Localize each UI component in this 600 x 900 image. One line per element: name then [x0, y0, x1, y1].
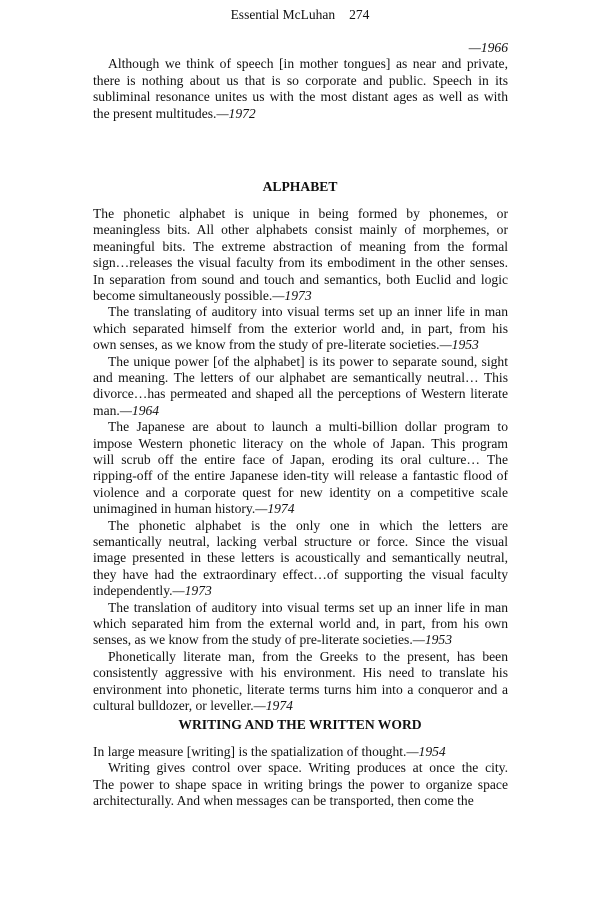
paragraph-line: [93, 89, 508, 105]
date-attribution: —1974: [255, 501, 295, 517]
line-text: Although we think of speech [in mother tongues] as near and private,: [108, 56, 508, 72]
line-text: unimagined in human history.: [93, 501, 256, 517]
date-attribution: —1966: [468, 40, 508, 55]
paragraph-line: [108, 56, 508, 72]
paragraph-line: [108, 419, 508, 435]
date-attribution: —1972: [216, 105, 256, 121]
running-header: [0, 7, 600, 23]
line-text: The translating of auditory into visual terms set up an inner life in man: [108, 304, 508, 320]
line-text: violence and a corporate quest for new identity on a competitive scale: [93, 484, 508, 500]
page-number: 274: [349, 7, 370, 22]
paragraph-line: [93, 106, 508, 122]
paragraph-line: [93, 436, 508, 452]
paragraph-line: [93, 744, 508, 760]
date-attribution: —1964: [119, 402, 160, 418]
paragraph-line: [93, 452, 508, 468]
date-attribution: —1953: [439, 337, 479, 353]
paragraph-line: [93, 370, 508, 386]
paragraph-line: [93, 468, 508, 484]
line-text: own senses, as we know from the study of pre-literate societies.: [93, 337, 440, 353]
line-text: which separated himself from the exterior world and, in part, from his: [93, 320, 508, 336]
paragraph-line: [93, 288, 508, 304]
paragraph-line: [93, 501, 508, 517]
line-text: become simultaneously possible.: [93, 288, 273, 303]
line-text: they have had the extraordinary effect…of supporting the visual faculty: [93, 566, 508, 582]
line-text: man.: [93, 402, 120, 418]
line-text: The phonetic alphabet is the only one in which the letters are: [108, 517, 508, 533]
line-text: Writing gives control over space. Writing produces at once the city.: [108, 760, 508, 776]
paragraph-line: [93, 550, 508, 566]
section-heading: WRITING AND THE WRITTEN WORD: [178, 717, 422, 732]
line-text: senses, as we know from the study of pre-literate societies.: [93, 632, 413, 648]
line-text: The unique power [of the alphabet] is its power to separate sound, sight: [108, 353, 508, 369]
line-text: will scrub off the entire face of Japan, eroding its oral culture… The: [93, 452, 508, 467]
paragraph-line: [93, 777, 508, 793]
date-attribution: —1954: [406, 744, 446, 759]
section-heading: ALPHABET: [262, 179, 338, 194]
paragraph-line: [93, 222, 508, 238]
paragraph-line: [93, 239, 508, 255]
line-text: In large measure [writing] is the spatialization of thought.: [93, 744, 407, 759]
paragraph-line: [93, 534, 508, 550]
line-text: independently.: [93, 583, 173, 599]
line-text: divorce…has permeated and shaped all the perceptions of Western literate: [93, 386, 508, 402]
line-text: semantically neutral, lacking verbal structure or force. Since the visual: [93, 534, 508, 549]
paragraph-line: [93, 567, 508, 583]
line-text: image presented in these letters is acoustically and semantically neutral,: [93, 550, 508, 566]
paragraph-line: [93, 698, 508, 714]
paragraph-line: [93, 632, 508, 648]
paragraph-line: [93, 337, 508, 353]
paragraph-line: [108, 649, 508, 665]
paragraph-line: [93, 255, 508, 271]
line-text: which separated him from the external world and, in part, from his own: [93, 616, 508, 631]
line-text: The Japanese are about to launch a multi-billion dollar program to: [108, 419, 508, 435]
paragraph-line: [93, 321, 508, 337]
line-text: the present multitudes.: [93, 105, 217, 121]
line-text: there is nothing about us that is so corporate and public. Speech in its: [93, 72, 508, 88]
line-text: impose Western phonetic literacy on the whole of Japan. This program: [93, 435, 508, 451]
paragraph-line: [93, 616, 508, 632]
paragraph-line: [93, 583, 508, 599]
date-attribution: —1974: [253, 698, 293, 713]
date-attribution: —1953: [412, 632, 453, 648]
line-text: cultural bulldozer, or leveller.: [93, 698, 254, 713]
line-text: meaningful bits. The extreme abstraction of meaning from the formal: [93, 238, 508, 254]
paragraph-line: [108, 354, 508, 370]
paragraph-line: [108, 760, 508, 776]
line-text: and meaning. The letters of our alphabet are semantically neutral… This: [93, 370, 508, 385]
line-text: environment into phonetic, literate terms turns him into a conqueror and a: [93, 681, 508, 697]
date-attribution: —1973: [172, 583, 212, 599]
line-text: architecturally. And when messages can be transported, then come the: [93, 793, 474, 809]
line-text: consistently aggressive with his environment. His need to translate his: [93, 665, 508, 681]
line-text: meaningless bits. All other alphabets consist mainly of morphemes, or: [93, 222, 508, 238]
paragraph-line: [93, 272, 508, 288]
line-text: In separation from sound and touch and semantics, both Euclid and logic: [93, 271, 508, 287]
paragraph-line: [93, 206, 508, 222]
paragraph-line: [93, 682, 508, 698]
date-attribution: —1973: [272, 288, 312, 303]
line-text: The phonetic alphabet is unique in being formed by phonemes, or: [93, 206, 508, 221]
paragraph-line: [108, 304, 508, 320]
trailing-attribution: [93, 40, 508, 56]
line-text: The power to shape space in writing brings the power to organize space: [93, 776, 508, 792]
paragraph-line: [93, 793, 508, 809]
line-text: The translation of auditory into visual terms set up an inner life in man: [108, 599, 508, 615]
paragraph-line: [93, 73, 508, 89]
line-text: ripping-off of the entire Japanese iden-tity will release a fantastic flood of: [93, 468, 508, 484]
line-text: sign…releases the visual faculty from its embodiment in the other senses.: [93, 255, 508, 271]
paragraph-line: [108, 518, 508, 534]
paragraph-line: [93, 485, 508, 501]
paragraph-line: [93, 665, 508, 681]
paragraph-line: [93, 403, 508, 419]
book-title: Essential McLuhan: [230, 7, 336, 22]
paragraph-line: [93, 386, 508, 402]
paragraph-line: [108, 600, 508, 616]
line-text: subliminal resonance unites us with the most distant ages as well as with: [93, 89, 508, 105]
line-text: Phonetically literate man, from the Greeks to the present, has been: [108, 648, 508, 664]
